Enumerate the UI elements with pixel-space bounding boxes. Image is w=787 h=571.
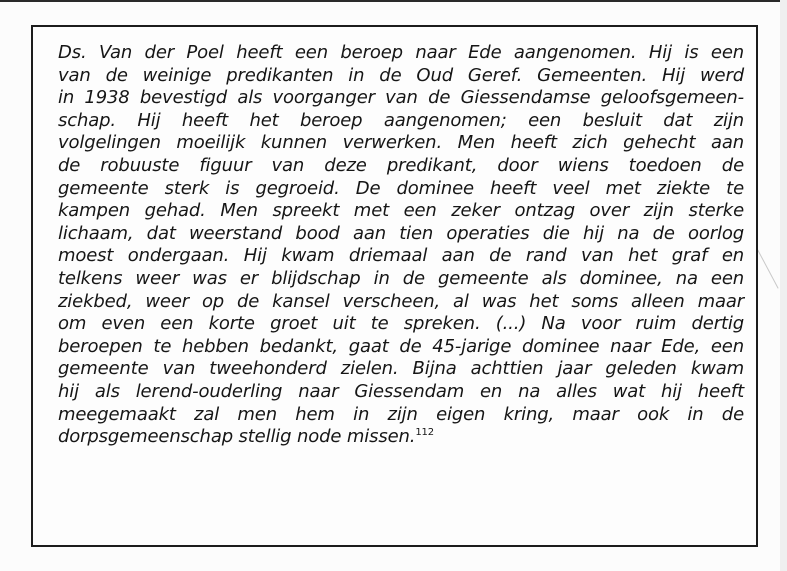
quote-last-line <box>58 426 744 449</box>
quote-line: gemeente sterk is gegroeid. De dominee heeft veel met ziekte te <box>58 177 744 199</box>
quote-line: om even een korte groet uit te spreken. (...) Na voor ruim dertig <box>58 313 744 335</box>
quote-paragraph <box>58 42 744 449</box>
quote-line: Ds. Van der Poel heeft een beroep naar Ede aangenomen. Hij is een <box>58 42 744 63</box>
quote-line: schap. Hij heeft het beroep aangenomen; een besluit dat zijn <box>58 109 744 131</box>
quote-line: in 1938 bevestigd als voorganger van de Giessendamse geloofsgemeen- <box>58 87 744 109</box>
quote-line: lichaam, dat weerstand bood aan tien operaties die hij na de oorlog <box>58 222 744 244</box>
quote-line: kampen gehad. Men spreekt met een zeker ontzag over zijn sterke <box>58 200 744 222</box>
quote-line-text: dorpsgemeenschap stellig node missen. <box>58 426 416 448</box>
quote-line: meegemaakt zal men hem in zijn eigen kring, maar ook in de <box>58 403 744 425</box>
quote-line: de robuuste figuur van deze predikant, door wiens toedoen de <box>58 154 744 176</box>
quote-line: ziekbed, weer op de kansel verscheen, al was het soms alleen maar <box>58 290 744 312</box>
quote-line: beroepen te hebben bedankt, gaat de 45-jarige dominee naar Ede, een <box>58 335 744 357</box>
quote-line: gemeente van tweehonderd zielen. Bijna achttien jaar geleden kwam <box>58 358 744 380</box>
quote-line: moest ondergaan. Hij kwam driemaal aan de rand van het graf en <box>58 245 744 267</box>
quote-line: van de weinige predikanten in de Oud Geref. Gemeenten. Hij werd <box>58 64 744 86</box>
footnote-reference[interactable]: 112 <box>415 427 434 439</box>
quote-line: telkens weer was er blijdschap in de gemeente als dominee, na een <box>58 267 744 289</box>
page-edge <box>780 0 787 571</box>
quote-line: volgelingen moeilijk kunnen verwerken. Men heeft zich gehecht aan <box>58 132 744 154</box>
top-rule <box>0 0 787 2</box>
quote-line: hij als lerend-ouderling naar Giessendam en na alles wat hij heeft <box>58 380 744 402</box>
